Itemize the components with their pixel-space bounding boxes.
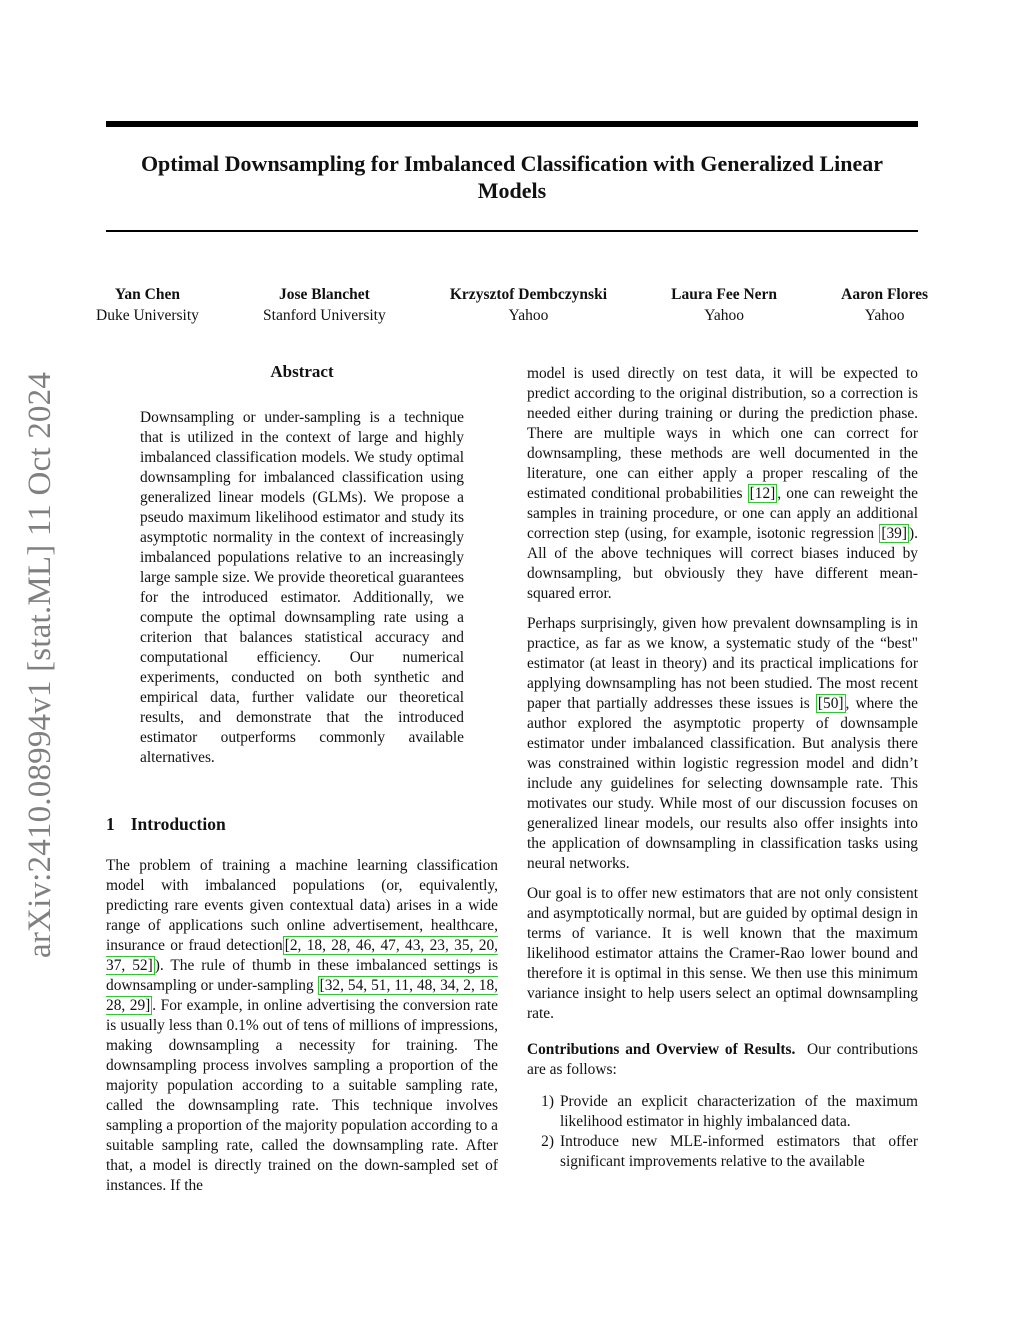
author-affiliation: Yahoo	[704, 307, 744, 324]
arxiv-identifier-stamp: arXiv:2410.08994v1 [stat.ML] 11 Oct 2024	[22, 371, 58, 958]
body-text-part: model is used directly on test data, it will be expected to predict according to the original distribution, so a correction is needed either during training or during the prediction phase. There are multiple ways in which one can correct for downsampling, these methods are well documented in the literature, one can either apply a proper rescaling of the estimated conditional probabilities	[527, 365, 918, 502]
title-top-rule	[106, 121, 918, 127]
abstract-block	[140, 408, 464, 768]
intro-text-part: ). The rule of thumb in these imbalanced settings is downsampling or under-sampling	[106, 957, 498, 994]
paper-title: Optimal Downsampling for Imbalanced Classification with Generalized Linear Models	[140, 151, 884, 203]
abstract-heading: Abstract	[270, 362, 334, 381]
contributions-intro: Our contributions are as follows:	[527, 1041, 918, 1078]
body-paragraph	[527, 614, 918, 874]
contributions-paragraph	[527, 1040, 918, 1080]
section-heading-introduction	[106, 814, 498, 834]
intro-text-part: The problem of training a machine learning classification model with imbalanced populations (or, equivalently, predicting rare events given contextual data) arises in a wide range of applications such online advertisement, healthcare, insurance or fraud detection	[106, 857, 498, 954]
citation-link[interactable]: [39]	[881, 525, 908, 542]
citation-link[interactable]: [32, 54, 51, 11, 48, 34, 2, 18, 28, 29]	[106, 977, 498, 1014]
author-affiliation: Stanford University	[263, 307, 386, 324]
body-text-part: ). All of the above techniques will correct biases induced by downsampling, but obviously they have different mean-squared error.	[527, 525, 918, 602]
abstract-text: Downsampling or under-sampling is a technique that is utilized in the context of large and highly imbalanced classification models. We study optimal downsampling for imbalanced classification using generalized linear models (GLMs). We propose a pseudo maximum likelihood estimator and study its asymptotic normality in the context of increasingly imbalanced populations relative to an increasingly large sample size. We provide theoretical guarantees for the introduced estimator. Additionally, we compute the optimal downsampling rate using a criterion that balances statistical accuracy and computational efficiency. Our numerical experiments, conducted on both synthetic and empirical data, further validate our theoretical results, and demonstrate that the introduced estimator outperforms commonly available alternatives.	[140, 409, 464, 766]
list-item-number: 1)	[541, 1093, 554, 1110]
title-bottom-rule	[106, 230, 918, 232]
list-item-text: Provide an explicit characterization of the maximum likelihood estimator in highly imbalanced data.	[560, 1093, 918, 1130]
intro-text-part: . For example, in online advertising the conversion rate is usually less than 0.1% out of tens of millions of impressions, making downsampling a necessity for training. The downsampling process involves sampling a proportion of the majority population according to a suitable sampling rate, called the downsampling rate. This technique involves sampling a proportion of the majority population according to a suitable sampling rate, called the downsampling rate. After that, a model is directly trained on the down-sampled set of instances. If the	[106, 997, 498, 1194]
list-item	[527, 1132, 918, 1172]
citation-link-group[interactable]	[748, 484, 778, 503]
citation-link-group[interactable]	[816, 694, 846, 713]
left-column	[106, 360, 498, 1206]
author-name: Yan Chen	[114, 286, 180, 303]
citation-link[interactable]: [12]	[749, 485, 776, 502]
author-name: Krzysztof Dembczynski	[449, 286, 607, 303]
author-block	[841, 284, 928, 326]
body-paragraph: Our goal is to offer new estimators that are not only consistent and asymptotically normal, but are guided by optimal design in terms of variance. It is well known that the maximum likelihood estimator attains the Cramer-Rao lower bound and therefore it is optimal in this sense. We then use this minimum variance insight to help users select an optimal downsampling rate.	[527, 885, 918, 1022]
right-column	[527, 364, 918, 1172]
body-text-part: Perhaps surprisingly, given how prevalent downsampling is in practice, as far as we know, a systematic study of the “best" estimator (at least in theory) and its practical implications for applying downsampling has not been studied. The most recent paper that partially addresses these issues is	[527, 615, 918, 712]
author-list	[96, 284, 928, 326]
intro-paragraph	[106, 856, 498, 1196]
citation-link[interactable]: [50]	[817, 695, 844, 712]
contributions-heading: Contributions and Overview of Results.	[527, 1041, 796, 1058]
contributions-list	[527, 1092, 918, 1172]
citation-link-group[interactable]	[879, 524, 909, 543]
author-affiliation: Yahoo	[508, 307, 549, 324]
body-text-part: , one can reweight the samples in training procedure, or one can apply an additional correction step (using, for example, isotonic regression	[527, 485, 919, 542]
author-affiliation: Yahoo	[864, 307, 905, 324]
citation-link[interactable]: [2, 18, 28, 46, 47, 43, 23, 35, 20, 37, 52]	[106, 937, 499, 974]
section-title: Introduction	[130, 814, 226, 834]
author-block	[450, 284, 607, 326]
author-name: Aaron Flores	[841, 286, 928, 303]
author-affiliation: Duke University	[96, 307, 199, 324]
list-item	[527, 1092, 918, 1132]
section-number: 1	[106, 814, 115, 834]
author-block	[263, 284, 386, 326]
author-name: Laura Fee Nern	[671, 286, 778, 303]
author-name: Jose Blanchet	[278, 286, 370, 303]
body-paragraph	[527, 364, 918, 604]
list-item-number: 2)	[541, 1133, 554, 1150]
author-block	[671, 284, 777, 326]
list-item-text: Introduce new MLE-informed estimators that offer significant improvements relative to the available	[560, 1133, 918, 1170]
body-text-part: , where the author explored the asymptotic property of downsample estimator under imbalanced classification. But analysis there was constrained within logistic regression model and didn’t include any guidelines for selecting downsample rate. This motivates our study. While most of our discussion focuses on generalized linear models, our results also offer insights into the application of downsampling in classification tasks using neural networks.	[527, 695, 918, 872]
author-block	[96, 284, 199, 326]
